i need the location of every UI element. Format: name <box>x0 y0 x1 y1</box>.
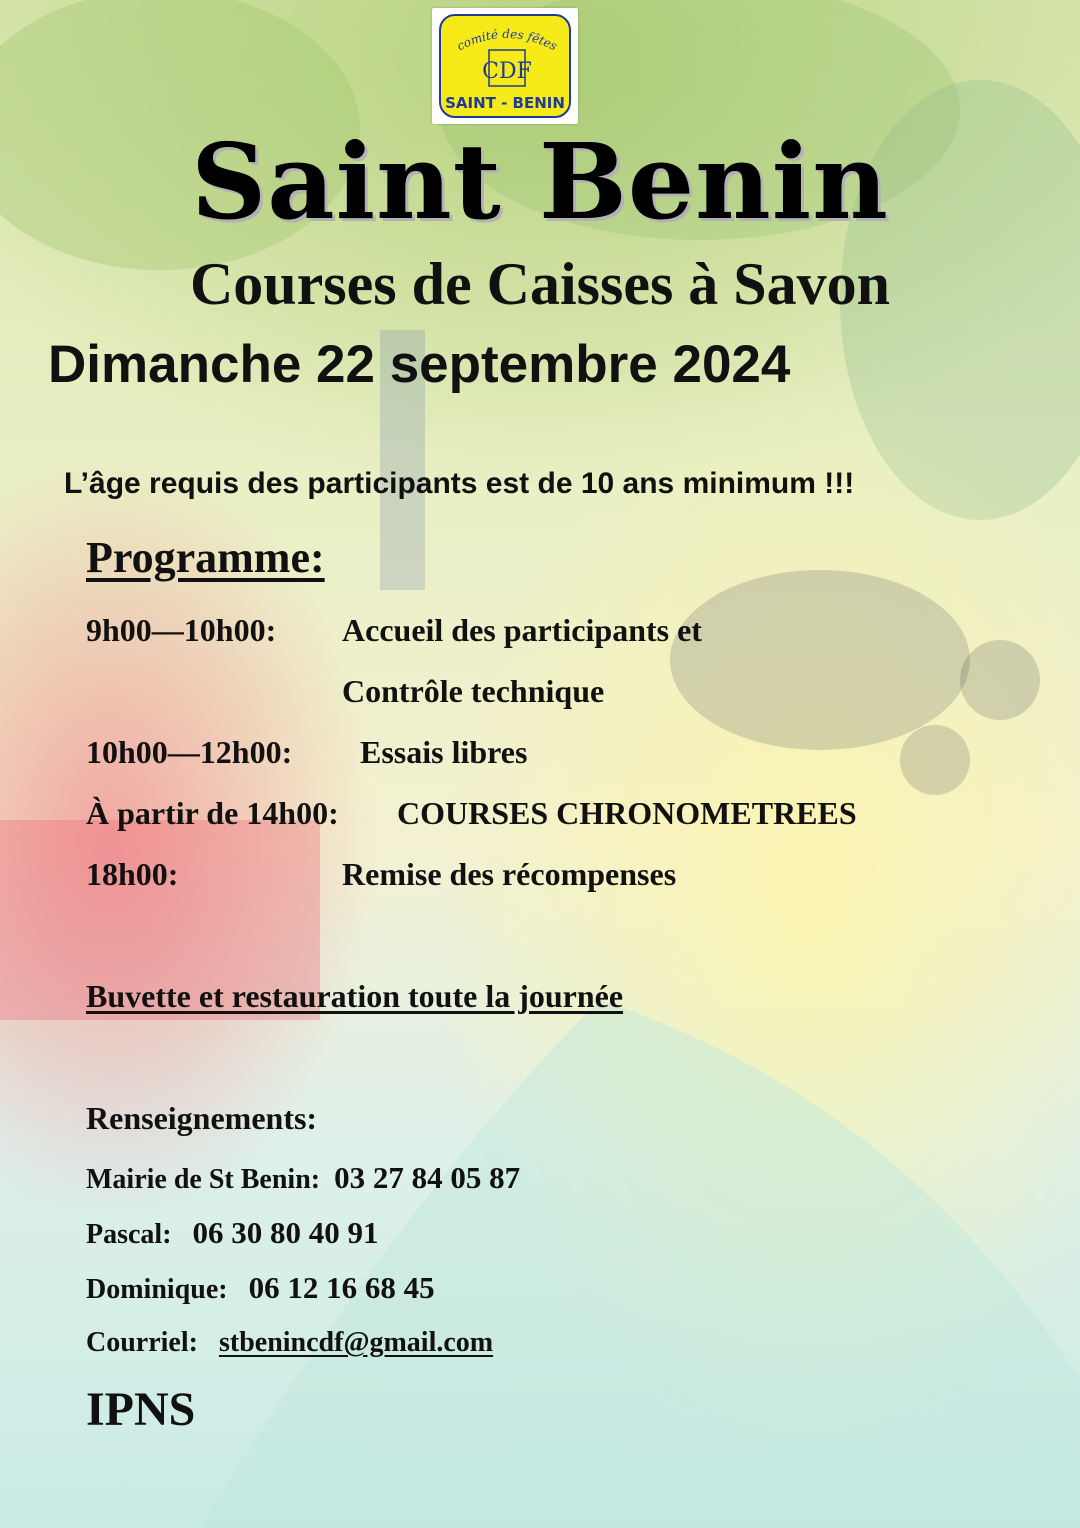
schedule-text-3: COURSES CHRONOMETREES <box>397 795 857 831</box>
schedule-text-2: Essais libres <box>360 734 528 770</box>
contact-pascal <box>86 1215 379 1251</box>
contact-dominique <box>86 1270 435 1306</box>
contact-mairie <box>86 1160 520 1196</box>
schedule-text-1b: Contrôle technique <box>342 673 605 709</box>
svg-text:CDF: CDF <box>482 59 532 84</box>
contact-label: Courriel: <box>86 1327 198 1358</box>
contact-phone: 06 12 16 68 45 <box>248 1270 435 1305</box>
age-requirement: L’âge requis des participants est de 10 ans minimum !!! <box>64 467 855 500</box>
event-subtitle: Courses de Caisses à Savon <box>189 251 891 317</box>
email-link[interactable]: stbenincdf@gmail.com <box>218 1327 494 1358</box>
schedule-time-1: 9h00—10h00: <box>86 612 277 648</box>
contact-label: Dominique: <box>86 1274 228 1305</box>
cdf-monogram-icon <box>482 46 532 90</box>
contact-label: Mairie de St Benin: <box>86 1164 321 1195</box>
schedule-time-4: 18h00: <box>86 856 179 892</box>
contact-courriel <box>86 1327 493 1359</box>
svg-text:comité des fêtes: comité des fêtes <box>454 26 560 54</box>
event-date: Dimanche 22 septembre 2024 <box>48 335 791 394</box>
logo-badge <box>439 14 571 118</box>
contact-phone: 06 30 80 40 91 <box>192 1215 379 1250</box>
programme-heading: Programme: <box>86 533 325 582</box>
page-title: Saint Benin <box>191 120 889 243</box>
schedule-time-3: À partir de 14h00: <box>86 795 339 831</box>
schedule-time-2: 10h00—12h00: <box>86 734 293 770</box>
ipns-mention: IPNS <box>86 1383 196 1436</box>
schedule-text-4: Remise des récompenses <box>342 856 677 892</box>
buvette-notice: Buvette et restauration toute la journée <box>86 978 624 1014</box>
contact-label: Pascal: <box>86 1219 172 1250</box>
comite-des-fetes-logo <box>432 8 578 124</box>
schedule-text-1: Accueil des participants et <box>342 612 702 648</box>
contact-phone: 03 27 84 05 87 <box>334 1160 521 1195</box>
renseignements-heading: Renseignements: <box>86 1100 318 1136</box>
logo-bottom-text: SAINT - BENIN <box>445 94 565 112</box>
